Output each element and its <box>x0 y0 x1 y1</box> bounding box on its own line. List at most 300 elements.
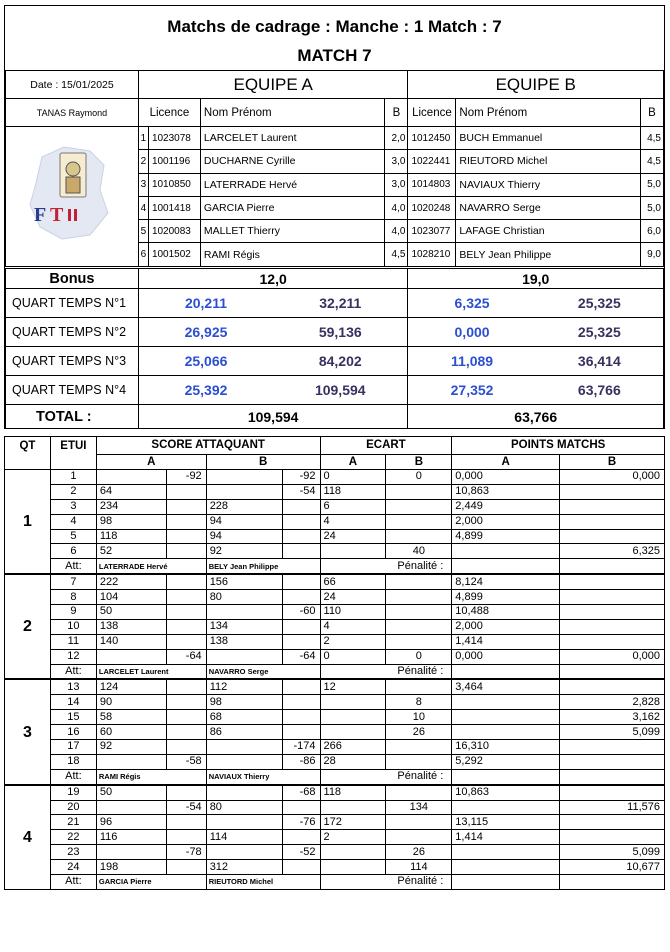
attacker-a-name: RAMI Régis <box>96 769 206 784</box>
quarter-label: QUART TEMPS N°1 <box>6 289 139 318</box>
detail-score-a-pos <box>96 845 166 860</box>
match-summary <box>4 5 665 429</box>
detail-points-b: 5,099 <box>560 845 665 860</box>
ecart-b-header: B <box>386 455 452 470</box>
detail-etui: 20 <box>50 800 96 815</box>
detail-points-a: 1,414 <box>452 830 560 845</box>
detail-score-b-neg <box>282 679 320 694</box>
detail-points-b: 5,099 <box>560 725 665 740</box>
detail-ecart-b: 26 <box>386 725 452 740</box>
detail-etui: 24 <box>50 860 96 875</box>
detail-score-b-pos <box>206 649 282 664</box>
detail-score-b-pos <box>206 754 282 769</box>
total-label: TOTAL : <box>6 405 139 429</box>
detail-ecart-b <box>386 619 452 634</box>
team-a-name-header: Nom Prénom <box>200 99 385 127</box>
player-a-licence: 1001196 <box>148 150 200 173</box>
detail-etui: 9 <box>50 605 96 620</box>
detail-score-a-pos <box>96 800 166 815</box>
detail-score-a-neg: -54 <box>166 800 206 815</box>
detail-row <box>5 529 665 544</box>
quarter-row <box>6 347 664 376</box>
detail-score-a-pos: 234 <box>96 499 166 514</box>
detail-ecart-a <box>320 725 386 740</box>
detail-score-b-pos <box>206 845 282 860</box>
quarter-a-score: 26,925 <box>138 318 273 347</box>
detail-score-b-pos <box>206 470 282 485</box>
detail-ecart-b: 0 <box>386 470 452 485</box>
detail-score-a-pos <box>96 470 166 485</box>
match-title: Matchs de cadrage : Manche : 1 Match : 7 <box>167 17 502 36</box>
detail-score-a-pos: 64 <box>96 484 166 499</box>
detail-ecart-a <box>320 544 386 559</box>
detail-score-b-neg <box>282 619 320 634</box>
penalty-a-value <box>452 769 560 784</box>
quarter-b-cumul: 36,414 <box>536 347 664 376</box>
bonus-b: 19,0 <box>408 269 664 289</box>
detail-ecart-a: 2 <box>320 634 386 649</box>
detail-score-a-neg <box>166 710 206 725</box>
detail-etui: 21 <box>50 815 96 830</box>
detail-score-b-pos: 112 <box>206 679 282 694</box>
player-a-licence: 1001418 <box>148 196 200 219</box>
detail-score-b-pos <box>206 785 282 800</box>
detail-score-a-neg <box>166 740 206 755</box>
player-a-number: 2 <box>138 150 148 173</box>
detail-row <box>5 754 665 769</box>
player-a-name: DUCHARNE Cyrille <box>200 150 385 173</box>
detail-points-b <box>560 785 665 800</box>
quarter-b-cumul: 63,766 <box>536 376 664 405</box>
detail-points-a: 4,899 <box>452 590 560 605</box>
detail-ecart-b <box>386 514 452 529</box>
detail-points-a: 10,863 <box>452 484 560 499</box>
detail-points-b <box>560 740 665 755</box>
detail-etui: 7 <box>50 574 96 589</box>
detail-score-b-neg <box>282 529 320 544</box>
detail-points-a: 0,000 <box>452 470 560 485</box>
detail-etui: 18 <box>50 754 96 769</box>
attacker-b-name: RIEUTORD Michel <box>206 875 320 890</box>
player-a-name: GARCIA Pierre <box>200 196 385 219</box>
detail-points-a <box>452 544 560 559</box>
quarter-row <box>6 318 664 347</box>
penalty-a-value <box>452 875 560 890</box>
detail-ecart-a: 266 <box>320 740 386 755</box>
detail-score-b-pos: 80 <box>206 590 282 605</box>
attacker-row <box>5 559 665 574</box>
player-b-b: 5,0 <box>640 196 663 219</box>
detail-row <box>5 499 665 514</box>
svg-text:F: F <box>33 203 47 226</box>
detail-score-a-neg <box>166 605 206 620</box>
quarter-b-cumul: 25,325 <box>536 289 664 318</box>
detail-score-b-pos: 312 <box>206 860 282 875</box>
detail-score-a-neg <box>166 785 206 800</box>
detail-score-b-neg: -92 <box>282 470 320 485</box>
player-a-b: 4,0 <box>385 220 408 243</box>
quarter-row <box>6 376 664 405</box>
team-b-name: EQUIPE B <box>408 71 664 99</box>
detail-ecart-a: 24 <box>320 529 386 544</box>
player-a-licence: 1023078 <box>148 127 200 150</box>
points-header: POINTS MATCHS <box>452 437 665 455</box>
detail-points-b <box>560 815 665 830</box>
detail-score-b-neg <box>282 499 320 514</box>
score-summary-table <box>5 268 664 429</box>
detail-score-b-pos: 114 <box>206 830 282 845</box>
detail-points-b <box>560 634 665 649</box>
detail-row <box>5 815 665 830</box>
penalty-a-value <box>452 664 560 679</box>
detail-ecart-a: 66 <box>320 574 386 589</box>
detail-row <box>5 860 665 875</box>
detail-ecart-a: 110 <box>320 605 386 620</box>
detail-score-b-pos: 98 <box>206 695 282 710</box>
detail-etui: 16 <box>50 725 96 740</box>
teams-table <box>5 70 664 267</box>
detail-score-a-neg <box>166 860 206 875</box>
detail-points-a <box>452 725 560 740</box>
detail-points-b: 10,677 <box>560 860 665 875</box>
match-date: Date : 15/01/2025 <box>6 71 139 99</box>
detail-score-b-neg <box>282 830 320 845</box>
detail-score-a-pos <box>96 649 166 664</box>
detail-ecart-b: 8 <box>386 695 452 710</box>
detail-points-b <box>560 590 665 605</box>
detail-points-a: 10,488 <box>452 605 560 620</box>
detail-points-b <box>560 499 665 514</box>
player-b-name: RIEUTORD Michel <box>456 150 641 173</box>
detail-score-b-neg: -76 <box>282 815 320 830</box>
penalty-b-value <box>560 664 665 679</box>
detail-score-a-neg <box>166 514 206 529</box>
detail-points-a <box>452 845 560 860</box>
detail-score-a-neg <box>166 574 206 589</box>
detail-row <box>5 830 665 845</box>
detail-points-a: 2,000 <box>452 514 560 529</box>
player-a-b: 3,0 <box>385 150 408 173</box>
detail-etui: 15 <box>50 710 96 725</box>
detail-row <box>5 710 665 725</box>
detail-ecart-a <box>320 800 386 815</box>
detail-score-b-neg <box>282 590 320 605</box>
detail-score-a-pos: 104 <box>96 590 166 605</box>
detail-score-a-pos: 116 <box>96 830 166 845</box>
penalty-b-value <box>560 769 665 784</box>
detail-row <box>5 634 665 649</box>
detail-points-b <box>560 619 665 634</box>
detail-points-a: 3,464 <box>452 679 560 694</box>
detail-score-a-neg <box>166 725 206 740</box>
detail-score-b-neg: -54 <box>282 484 320 499</box>
federation-logo-graphic <box>12 135 132 255</box>
detail-score-b-pos: 228 <box>206 499 282 514</box>
player-b-name: BUCH Emmanuel <box>456 127 641 150</box>
detail-row <box>5 470 665 485</box>
detail-etui: 4 <box>50 514 96 529</box>
detail-ecart-b <box>386 605 452 620</box>
detail-points-a: 1,414 <box>452 634 560 649</box>
detail-points-b: 2,828 <box>560 695 665 710</box>
player-b-b: 4,5 <box>640 127 663 150</box>
player-a-name: LARCELET Laurent <box>200 127 385 150</box>
attacker-row <box>5 664 665 679</box>
player-a-name: MALLET Thierry <box>200 220 385 243</box>
detail-ecart-a <box>320 860 386 875</box>
player-a-number: 4 <box>138 196 148 219</box>
detail-score-a-neg: -78 <box>166 845 206 860</box>
detail-score-a-pos: 50 <box>96 605 166 620</box>
detail-score-a-pos: 92 <box>96 740 166 755</box>
detail-score-b-pos <box>206 484 282 499</box>
quarter-number: 4 <box>5 785 51 890</box>
detail-ecart-a: 4 <box>320 619 386 634</box>
attacker-b-name: BELY Jean Philippe <box>206 559 320 574</box>
detail-etui: 19 <box>50 785 96 800</box>
quarter-a-cumul: 59,136 <box>273 318 408 347</box>
detail-row <box>5 800 665 815</box>
player-a-number: 3 <box>138 173 148 196</box>
detail-row <box>5 740 665 755</box>
detail-ecart-b <box>386 830 452 845</box>
player-b-name: BELY Jean Philippe <box>456 243 641 266</box>
detail-points-a <box>452 695 560 710</box>
detail-score-a-pos: 124 <box>96 679 166 694</box>
detail-row <box>5 695 665 710</box>
detail-ecart-a: 0 <box>320 470 386 485</box>
etui-header: ETUI <box>50 437 96 470</box>
detail-ecart-a: 4 <box>320 514 386 529</box>
detail-points-a <box>452 800 560 815</box>
detail-ecart-b <box>386 634 452 649</box>
score-b-header: B <box>206 455 320 470</box>
quarter-b-cumul: 25,325 <box>536 318 664 347</box>
detail-ecart-b: 134 <box>386 800 452 815</box>
quarter-a-score: 20,211 <box>138 289 273 318</box>
detail-score-a-neg <box>166 590 206 605</box>
detail-etui: 6 <box>50 544 96 559</box>
match-header <box>5 6 664 71</box>
player-b-b: 9,0 <box>640 243 663 266</box>
detail-points-a: 2,000 <box>452 619 560 634</box>
detail-score-a-neg <box>166 499 206 514</box>
detail-etui: 10 <box>50 619 96 634</box>
player-a-name: RAMI Régis <box>200 243 385 266</box>
detail-row <box>5 679 665 694</box>
detail-points-b <box>560 679 665 694</box>
detail-score-b-pos <box>206 605 282 620</box>
match-subtitle: MATCH 7 <box>297 46 372 65</box>
detail-score-b-pos: 138 <box>206 634 282 649</box>
team-b-b-header: B <box>640 99 663 127</box>
score-a-header: A <box>96 455 206 470</box>
detail-score-b-neg <box>282 634 320 649</box>
detail-score-b-neg <box>282 514 320 529</box>
detail-score-a-pos: 96 <box>96 815 166 830</box>
player-b-licence: 1014803 <box>408 173 456 196</box>
quarter-label: QUART TEMPS N°2 <box>6 318 139 347</box>
attacker-a-name: LATERRADE Hervé <box>96 559 206 574</box>
detail-points-b <box>560 484 665 499</box>
detail-points-a: 10,863 <box>452 785 560 800</box>
detail-row <box>5 845 665 860</box>
points-a-header: A <box>452 455 560 470</box>
detail-points-b <box>560 514 665 529</box>
quarter-label: QUART TEMPS N°3 <box>6 347 139 376</box>
detail-score-b-pos: 92 <box>206 544 282 559</box>
detail-score-b-neg <box>282 574 320 589</box>
attacker-b-name: NAVIAUX Thierry <box>206 769 320 784</box>
penalty-label: Pénalité : <box>320 875 452 890</box>
detail-etui: 17 <box>50 740 96 755</box>
qt-header: QT <box>5 437 51 470</box>
detail-ecart-b: 26 <box>386 845 452 860</box>
detail-ecart-b: 10 <box>386 710 452 725</box>
detail-ecart-a: 118 <box>320 484 386 499</box>
attacker-a-name: GARCIA Pierre <box>96 875 206 890</box>
detail-row <box>5 514 665 529</box>
detail-score-a-pos: 60 <box>96 725 166 740</box>
detail-score-a-neg <box>166 544 206 559</box>
detail-score-a-pos: 98 <box>96 514 166 529</box>
detail-score-a-pos: 90 <box>96 695 166 710</box>
team-b-name-header: Nom Prénom <box>456 99 641 127</box>
detail-etui: 3 <box>50 499 96 514</box>
detail-ecart-a: 0 <box>320 649 386 664</box>
detail-ecart-a <box>320 695 386 710</box>
detail-points-b <box>560 529 665 544</box>
detail-etui: 22 <box>50 830 96 845</box>
detail-points-a: 13,115 <box>452 815 560 830</box>
player-b-licence: 1028210 <box>408 243 456 266</box>
detail-points-a: 2,449 <box>452 499 560 514</box>
total-a: 109,594 <box>138 405 408 429</box>
detail-points-b: 11,576 <box>560 800 665 815</box>
detail-etui: 12 <box>50 649 96 664</box>
detail-score-b-neg <box>282 800 320 815</box>
detail-etui: 23 <box>50 845 96 860</box>
detail-score-b-neg <box>282 544 320 559</box>
detail-row <box>5 785 665 800</box>
detail-ecart-b: 0 <box>386 649 452 664</box>
attacker-label: Att: <box>50 559 96 574</box>
total-b: 63,766 <box>408 405 664 429</box>
detail-points-a: 5,292 <box>452 754 560 769</box>
detail-row <box>5 574 665 589</box>
detail-score-b-neg: -64 <box>282 649 320 664</box>
detail-points-b <box>560 754 665 769</box>
detail-etui: 5 <box>50 529 96 544</box>
detail-row <box>5 619 665 634</box>
detail-ecart-a <box>320 845 386 860</box>
detail-points-a: 4,899 <box>452 529 560 544</box>
detail-ecart-a: 12 <box>320 679 386 694</box>
detail-points-b: 0,000 <box>560 470 665 485</box>
attacker-a-name: LARCELET Laurent <box>96 664 206 679</box>
detail-ecart-a: 118 <box>320 785 386 800</box>
detail-row <box>5 590 665 605</box>
detail-score-a-pos: 198 <box>96 860 166 875</box>
player-b-licence: 1012450 <box>408 127 456 150</box>
quarter-number: 3 <box>5 679 51 784</box>
player-b-name: NAVIAUX Thierry <box>456 173 641 196</box>
penalty-label: Pénalité : <box>320 769 452 784</box>
detail-score-a-pos: 52 <box>96 544 166 559</box>
player-a-licence: 1020083 <box>148 220 200 243</box>
detail-ecart-b: 40 <box>386 544 452 559</box>
player-b-b: 4,5 <box>640 150 663 173</box>
attacker-label: Att: <box>50 875 96 890</box>
detail-score-b-neg: -174 <box>282 740 320 755</box>
team-a-name: EQUIPE A <box>138 71 407 99</box>
detail-score-a-neg: -92 <box>166 470 206 485</box>
detail-score-a-neg <box>166 679 206 694</box>
player-b-b: 5,0 <box>640 173 663 196</box>
bonus-a: 12,0 <box>138 269 408 289</box>
detail-ecart-a: 24 <box>320 590 386 605</box>
detail-score-b-pos: 68 <box>206 710 282 725</box>
detail-score-a-neg <box>166 830 206 845</box>
detail-score-a-neg <box>166 484 206 499</box>
detail-ecart-a: 6 <box>320 499 386 514</box>
quarter-b-score: 27,352 <box>408 376 536 405</box>
player-a-b: 3,0 <box>385 173 408 196</box>
detail-score-a-pos: 58 <box>96 710 166 725</box>
detail-score-a-pos: 138 <box>96 619 166 634</box>
detail-score-a-pos: 140 <box>96 634 166 649</box>
detail-score-a-neg: -58 <box>166 754 206 769</box>
team-a-licence-header: Licence <box>138 99 200 127</box>
detail-score-b-neg: -68 <box>282 785 320 800</box>
player-a-number: 5 <box>138 220 148 243</box>
detail-ecart-a: 28 <box>320 754 386 769</box>
player-a-b: 4,0 <box>385 196 408 219</box>
detail-ecart-a <box>320 710 386 725</box>
detail-score-a-neg <box>166 619 206 634</box>
attacker-row <box>5 875 665 890</box>
detail-etui: 13 <box>50 679 96 694</box>
detail-score-a-neg <box>166 695 206 710</box>
detail-ecart-b <box>386 499 452 514</box>
detail-ecart-b: 114 <box>386 860 452 875</box>
player-b-b: 6,0 <box>640 220 663 243</box>
detail-table <box>4 436 665 890</box>
detail-points-b: 6,325 <box>560 544 665 559</box>
detail-row <box>5 605 665 620</box>
penalty-label: Pénalité : <box>320 559 452 574</box>
detail-points-a <box>452 710 560 725</box>
detail-ecart-a: 172 <box>320 815 386 830</box>
detail-ecart-b <box>386 679 452 694</box>
detail-ecart-b <box>386 484 452 499</box>
detail-score-b-neg <box>282 860 320 875</box>
detail-score-b-pos: 156 <box>206 574 282 589</box>
attacker-b-name: NAVARRO Serge <box>206 664 320 679</box>
detail-score-b-neg: -52 <box>282 845 320 860</box>
detail-score-b-neg <box>282 710 320 725</box>
svg-text:T: T <box>49 203 64 226</box>
detail-ecart-b <box>386 785 452 800</box>
player-a-b: 2,0 <box>385 127 408 150</box>
detail-points-b: 0,000 <box>560 649 665 664</box>
detail-score-b-pos: 86 <box>206 725 282 740</box>
detail-score-b-neg <box>282 695 320 710</box>
player-b-licence: 1023077 <box>408 220 456 243</box>
score-header: SCORE ATTAQUANT <box>96 437 320 455</box>
detail-score-b-pos <box>206 740 282 755</box>
quarter-a-cumul: 109,594 <box>273 376 408 405</box>
